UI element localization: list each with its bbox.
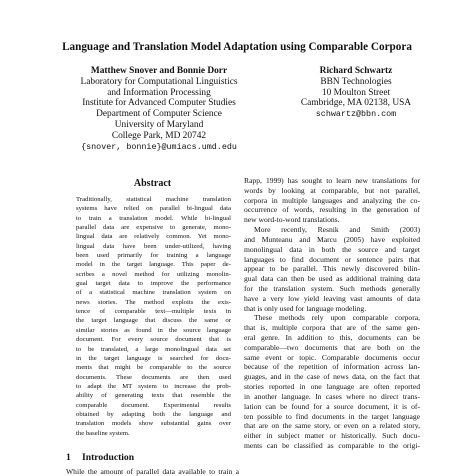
- body-text-line: More recently, Resnik and Smith (2003): [254, 225, 420, 235]
- abstract-line: been used primarily for training a language: [76, 252, 231, 260]
- abstract-line: the target language that discuss the same or: [76, 317, 231, 325]
- author-names-left: Matthew Snover and Bonnie Dorr: [90, 66, 228, 76]
- affiliation-line: Department of Computer Science: [96, 109, 222, 120]
- body-text-line: lation can be found for a source document, it is of-: [244, 401, 420, 411]
- body-text-line: either in subject matter or historically. Such docu-: [244, 431, 420, 441]
- body-text-line: that is only used for language modeling.: [244, 303, 367, 313]
- body-text-line: same event or topic. Comparable documents occur: [244, 352, 420, 362]
- paper-title: Language and Translation Model Adaptation using Comparable Corpora: [62, 41, 412, 53]
- abstract-line: in the target language is searched for docu-: [76, 354, 231, 362]
- body-text-line: because of the repetition of information across lan-: [244, 362, 420, 372]
- affiliation-line: BBN Technologies: [320, 76, 392, 87]
- abstract-line: translation models show substantial gains over: [76, 420, 231, 428]
- body-text-line: languages to find document or sentence pairs that: [244, 254, 420, 264]
- author-email-right: schwartz@bbn.com: [315, 109, 397, 120]
- affiliation-line: and Information Processing: [107, 87, 211, 98]
- body-text-line: Rapp, 1999) has sought to learn new translations for: [244, 176, 420, 185]
- affiliation-line: University of Maryland: [114, 119, 204, 130]
- body-text-line: for the translation system. Such methods generally: [244, 283, 420, 293]
- intro-first-line: While the amount of parallel data available to train a: [66, 467, 239, 476]
- author-names-right: Richard Schwartz: [319, 66, 393, 76]
- abstract-line: parallel data are expensive to generate, mono-: [76, 224, 231, 232]
- abstract-line: of a statistical machine translation system on: [76, 289, 231, 297]
- section-title: Introduction: [82, 452, 135, 463]
- abstract-heading: Abstract: [133, 178, 172, 189]
- body-text-line: new word-to-word translations.: [244, 215, 340, 225]
- author-block-left: [24, 66, 294, 152]
- affiliation-line: College Park, MD 20742: [111, 130, 207, 141]
- affiliation-line: Laboratory for Computational Linguistics: [80, 76, 238, 87]
- body-text-line: eral genre. In addition to this, documents can be: [244, 333, 420, 342]
- abstract-line: similar stories as found in the source language: [76, 326, 231, 334]
- abstract-line: lingual data have been under-utilized, having: [76, 242, 231, 250]
- body-text-line: ments can be classified as comparable to the origi-: [244, 440, 420, 450]
- affiliation-line: Institute for Advanced Computer Studies: [82, 98, 236, 109]
- affiliation-line: Cambridge, MA 02138, USA: [300, 98, 412, 109]
- body-text-line: guages, and in the case of news data, on the fact that: [244, 372, 420, 382]
- abstract-body: [76, 195, 231, 438]
- author-block-right: [256, 66, 456, 120]
- abstract-line: scribes a novel method for utilizing monolin-: [76, 270, 231, 278]
- abstract-line: to adapt the MT system to increase the prob-: [76, 382, 231, 390]
- abstract-line: obtained by adapting both the language and: [76, 410, 231, 418]
- body-text-line: words by looking at comparable, but not parallel,: [244, 185, 420, 195]
- section-heading-introduction: [66, 452, 134, 463]
- body-text-line: monolingual data in both the source and target: [244, 244, 420, 254]
- author-email-left: {snover, bonnie}@umiacs.umd.edu: [81, 141, 237, 152]
- body-text-line: gual data can then be used as additional training data: [244, 274, 420, 284]
- section-number: 1: [66, 452, 71, 463]
- abstract-line: the baseline system.: [76, 429, 130, 437]
- abstract-line: ability of generating texts that resemble the: [76, 392, 231, 400]
- abstract-line: document. For every source document that is: [76, 336, 231, 344]
- body-text-line: have a very low yield leaving vast amounts of data: [244, 293, 420, 303]
- body-text-line: corpora in multiple languages and analyzing the co-: [244, 195, 420, 205]
- body-text-line: comparable—two documents that are both on the: [244, 342, 420, 352]
- abstract-line: documents. These documents are then used: [76, 373, 231, 381]
- body-text-line: and Munteanu and Marcu (2005) have exploited: [244, 234, 420, 244]
- body-text-line: ten possible to find documents in the target language: [244, 411, 420, 421]
- abstract-line: tence of comparable text—multiple texts in: [76, 308, 231, 316]
- abstract-line: systems have relied on parallel bi-lingual data: [76, 205, 231, 213]
- body-text-line: appear to be parallel. This newly discovered bilin-: [244, 264, 420, 274]
- body-text-line: in another language. In cases where no direct trans-: [244, 391, 420, 401]
- body-text-line: occurrence of words, resulting in the generation of: [244, 205, 420, 215]
- right-column-body: [244, 176, 420, 451]
- body-text-line: that are on the same story, or even on a related story,: [244, 421, 420, 431]
- affiliation-line: 10 Moulton Street: [321, 87, 391, 98]
- abstract-line: model in the target language. This paper de-: [76, 261, 231, 269]
- body-text-line: that is, multiple corpora that are of the same gen-: [244, 323, 420, 333]
- abstract-line: Traditionally, statistical machine translation: [76, 196, 231, 203]
- body-text-line: stories reported in one language are often reported: [244, 382, 420, 392]
- abstract-line: to train a translation model. While bi-lingual: [76, 214, 231, 222]
- abstract-line: lingual data are relatively common. Yet mono-: [76, 233, 231, 241]
- abstract-line: ments that might be comparable to the source: [76, 364, 231, 372]
- abstract-line: to be translated, a large monolingual data set: [76, 345, 231, 353]
- abstract-line: gual target data to improve the performance: [76, 280, 231, 288]
- abstract-line: news stories. The method exploits the exis-: [76, 298, 231, 306]
- body-text-line: These methods rely upon comparable corpora,: [254, 313, 420, 323]
- abstract-line: comparable document. Experimental results: [76, 401, 231, 409]
